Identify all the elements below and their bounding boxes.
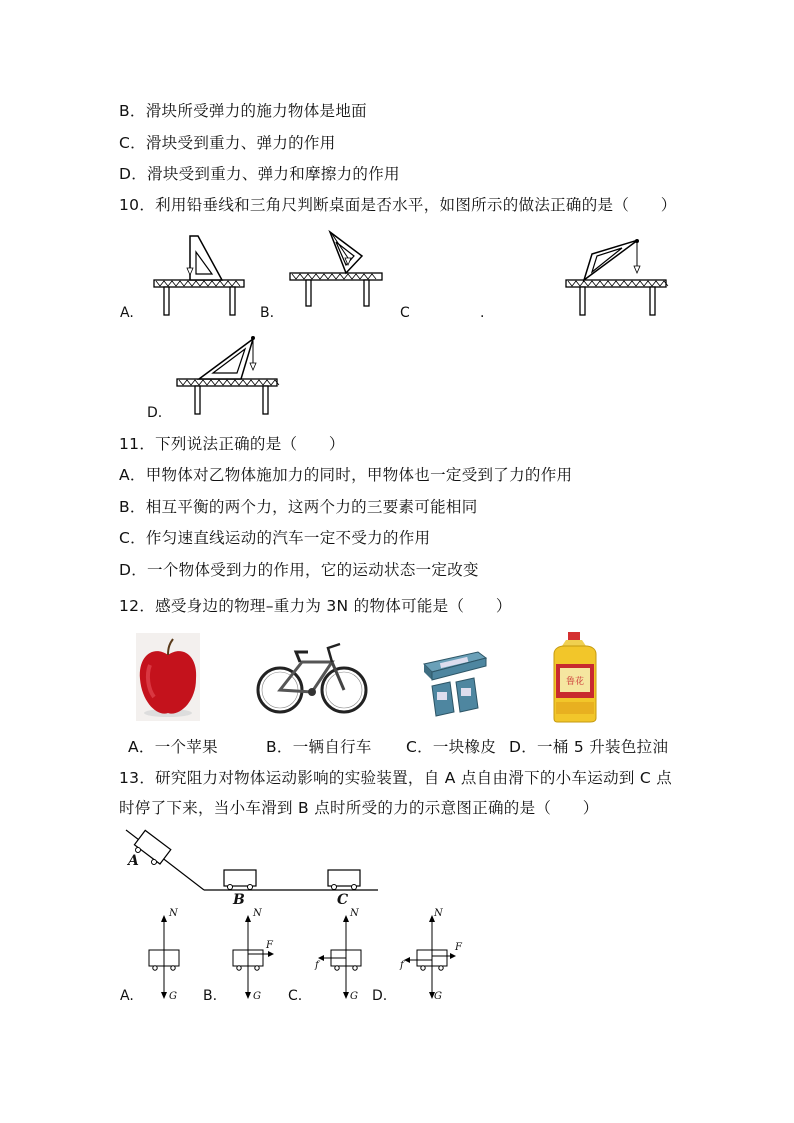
force-a-n: N [169,908,178,919]
point-b-label: B [233,892,245,908]
force-b-g: G [253,991,261,1002]
force-c-n: N [350,908,359,919]
force-diagram-a [142,912,186,1000]
q13-stem-line2: 时停了下来，当小车滑到 B 点时所受的力的示意图正确的是（ ） [119,799,599,817]
q12-option-d: D．一桶 5 升装色拉油 [509,738,669,756]
force-diagram-b [226,912,286,1000]
q11-stem: 11．下列说法正确的是（ ） [119,435,345,453]
point-c-label: C [337,892,349,908]
q10-label-d: D. [147,405,163,421]
q12-option-b: B．一辆自行车 [266,738,372,756]
q10-figure-a [150,230,250,320]
q9-option-c: C．滑块受到重力、弹力的作用 [119,134,336,152]
q13-label-b: B. [203,988,218,1004]
force-d-g: G [434,991,442,1002]
q10-label-a: A. [120,305,134,321]
force-b-f: F [266,940,273,951]
force-c-g: G [350,991,358,1002]
force-b-n: N [253,908,262,919]
force-d-f-right: F [455,942,462,953]
q11-option-a: A．甲物体对乙物体施加力的同时，甲物体也一定受到了力的作用 [119,466,573,484]
force-diagram-c [308,912,372,1000]
force-d-f-left: f [400,960,404,971]
q11-option-c: C．作匀速直线运动的汽车一定不受力的作用 [119,529,431,547]
q13-label-a: A. [120,988,134,1004]
q10-figure-c [564,234,672,318]
q13-label-d: D. [372,988,388,1004]
oil-brand-label: 鲁花 [565,677,585,687]
q11-option-d: D．一个物体受到力的作用，它的运动状态一定改变 [119,561,479,579]
bicycle-image [256,630,368,722]
force-diagram-d [392,912,472,1000]
q12-stem: 12．感受身边的物理–重力为 3N 的物体可能是（ ） [119,597,512,615]
point-a-label: A [128,853,139,869]
q10-figure-b [288,228,388,310]
q9-option-b: B．滑块所受弹力的施力物体是地面 [119,102,367,120]
q10-label-c: C [400,305,410,321]
eraser-image [418,648,490,720]
force-c-f: f [315,960,319,971]
q9-option-d: D．滑块受到重力、弹力和摩擦力的作用 [119,165,400,183]
q10-figure-d [175,333,283,417]
q11-option-b: B．相互平衡的两个力，这两个力的三要素可能相同 [119,498,478,516]
q10-stem: 10．利用铅垂线和三角尺判断桌面是否水平，如图所示的做法正确的是（ ） [119,196,677,214]
oil-bottle-image [550,632,600,724]
apple-image [136,633,200,721]
force-a-g: G [169,991,177,1002]
q10-label-b: B. [260,305,275,321]
q12-option-c: C．一块橡皮 [406,738,497,756]
q12-option-a: A．一个苹果 [128,738,218,756]
q13-label-c: C. [288,988,303,1004]
force-d-n: N [434,908,443,919]
q13-stem-line1: 13．研究阻力对物体运动影响的实验装置，自 A 点自由滑下的小车运动到 C 点 [119,769,673,787]
q10-label-dot: . [480,305,485,321]
